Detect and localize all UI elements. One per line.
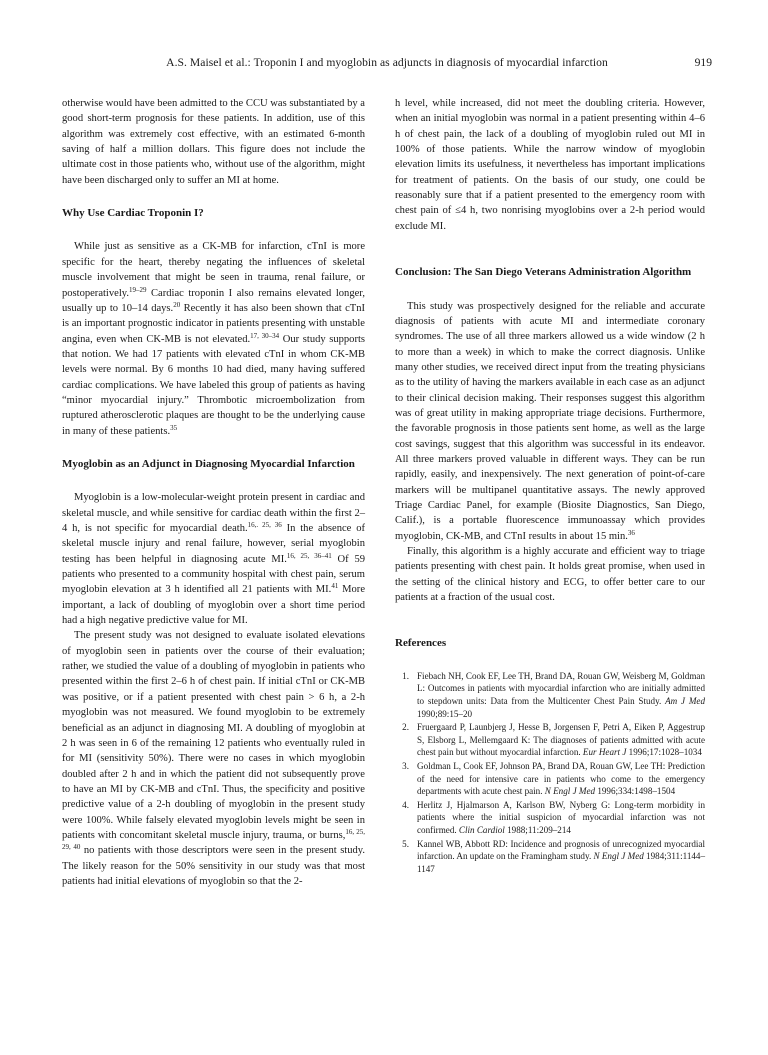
reference-item: 2. Fruergaard P, Launbjerg J, Hesse B, Jorgensen F, Petri A, Eiken P, Aggestrup S, Elsborg L, Mellemgaard K: The diagnoses of patients admitted with acute chest pain but without myocardial infarction. Eur Heart J 1996;17:1028–1034 [402, 722, 705, 758]
citation: 17, 30–34 [250, 331, 280, 340]
running-head: A.S. Maisel et al.: Troponin I and myoglobin as adjuncts in diagnosis of myocardial infarction [166, 56, 608, 69]
citation: 41 [331, 582, 339, 591]
references-heading: References [395, 637, 447, 650]
citation: 16,. 25, 36 [247, 521, 282, 530]
section-heading-conclusion: Conclusion: The San Diego Veterans Administration Algorithm [395, 266, 692, 279]
page-number: 919 [694, 56, 712, 69]
citation: 19–29 [128, 285, 147, 294]
reference-item: 5. Kannel WB, Abbott RD: Incidence and prognosis of unrecognized myocardial infarction. An update on the Framingham study. N Engl J Med 1984;311:1144–1147 [402, 838, 706, 874]
paragraph-myoglobin: Myoglobin is a low-molecular-weight protein present in cardiac and skeletal muscle, and while sensitive for cardiac death within the first 2–4 h, is not specific for myocardial death.$^{16,. 25, 36}$ In the absence of skeletal muscle injury and renal failure, however, serial myoglobin testing has been helpful in diagnosing acute MI.$^{16, 25, 36-41}$ Of 59 patients who presented to a community hospital with chest pain, serum myoglobin elevation at 3 h identified all 21 patients with MI.$^{41}$ More important, a lack of doubling of myoglobin over a short time period had a high negative predictive value for MI. [62, 492, 366, 627]
paragraph-final: Finally, this algorithm is a highly accurate and efficient way to triage patients presenting with chest pain. It holds great promise, when used in the setting of the clinical history and ECG, to offer better care to our patients at a fraction of the usual cost. [395, 546, 705, 604]
left-column [62, 96, 365, 889]
reference-item: 1. Fiebach NH, Cook EF, Lee TH, Brand DA, Rouan GW, Weisberg M, Goldman L: Outcomes in patients with myocardial infarction who are initially admitted to stepdown units: Data from the Multicenter Chest Pain Study. Am J Med 1990;89:15–20 [402, 670, 705, 719]
reference-list [395, 670, 705, 876]
section-heading-myoglobin: Myoglobin as an Adjunct in Diagnosing Myocardial Infarction [62, 457, 355, 470]
paragraph-troponin: While just as sensitive as a CK-MB for infarction, cTnI is more specific for the heart, thereby negating the influences of skeletal muscle involvement that might be seen in trauma, renal failure, or postoperatively.$^{19-29}$ Cardiac troponin I also remains elevated longer, usually up to 10–14 days.$^{20}$ Recently it has also been shown that cTnI is an important prognostic indicator in patients presenting with unstable angina, even when CK-MB is not elevated.$^{17, 30-34}$ Our study supports that notion. We had 17 patients with elevated cTnI in whom CK-MB levels were normal. By 6 months 10 had died, many having suffered cardiac complications. We have labeled this group of patients as having “minor myocardial injury.” Thrombotic microembolization from ruptured atherosclerotic plaques are thought to be the underlying cause in many of these patients.$^{35}$ [62, 241, 366, 437]
right-column [395, 96, 705, 876]
citation: 20 [173, 300, 181, 309]
reference-item: 4. Herlitz J, Hjalmarson A, Karlson BW, Nyberg G: Long-term morbidity in patients where the initial suspicion of myocardial infarction was not confirmed. Clin Cardiol 1988;11:209–214 [402, 799, 705, 835]
paragraph-continued-right: h level, while increased, did not meet the doubling criteria. However, when an initial myoglobin was normal in a patient presenting within 4–6 h of chest pain, the lack of a doubling of myoglobin ruled out MI in 100% of those patients. While the narrow window of myoglobin elevation limits its usefulness, it nevertheless has important implications for treatment of patients. On the basis of our study, one could be reasonably sure that if a patient presented to the emergency room with chest pain of ≤4 h, two nonrising myoglobins over a 2-h period would exclude MI. [395, 98, 705, 232]
citation: 36 [627, 528, 635, 537]
paragraph-present-study: The present study was not designed to evaluate isolated elevations of myoglobin seen in patients over the course of their evaluation; rather, we studied the value of a doubling of myoglobin in patients who presented within the first 2–6 h of chest pain. If initial cTnI or CK-MB was positive, or if a patient presented with chest pain > 6 h, a 2-h myoglobin was not measured. We found myoglobin to be extremely beneficial as an adjunct in diagnosing MI. A doubling of myoglobin at 2 h was seen in 6 of the remaining 12 patients who eventually ruled in for MI (sensitivity 50%). There were no cases in which myoglobin doubled after 2 h and in which the patient did not subsequently prove to have an MI by CK-MB and cTnI. Thus, the specificity and positive predictive value of a 2-h doubling of myoglobin in the present study were 100%. While falsely elevated myoglobin levels might be seen in patients with concomitant skeletal muscle injury, trauma, or burns,$^{16, 25, 29, 40}$ no patients with those descriptors were seen in the present study. The likely reason for the 50% sensitivity in our study was that most patients had initial elevations of myoglobin so that the 2- [62, 630, 365, 887]
section-heading-troponin: Why Use Cardiac Troponin I? [62, 207, 204, 220]
citation: 16, 25, 36–41 [286, 551, 332, 560]
citation: 16, 25, 29, 40 [62, 827, 365, 852]
citation: 35 [170, 423, 178, 432]
paragraph-conclusion: This study was prospectively designed for the reliable and accurate diagnosis of patients with acute MI and intermediate coronary syndromes. The use of all three markers allowed us a wide window (2 h to more than a week) in which to make the correct diagnosis. Unlike many other studies, we received direct input from the treating physicians as to the utility of having the markers available in each case as an adjunct to their clinical decision making. Their responses suggest this algorithm was of great utility in making appropriate triage decisions. Furthermore, the favorable prognosis in those patients sent home, as well as the large cost savings, suggest that this algorithm was successful in its endeavor. All three markers proved valuable in different ways. They can be run rapidly, easily, and inexpensively. The next generation of point-of-care markers will be multipanel quantitative assays. The newly approved Triage Cardiac Panel, for example (Biosite Diagnostics, San Diego, Calif.), is a portable fluorescence immunoassay which provides myoglobin, CK-MB, and CTnI results in about 15 min.$^{36}$ [395, 300, 705, 542]
paragraph-continued: otherwise would have been admitted to the CCU was substantiated by a good short-term prognosis for these patients. In addition, use of this algorithm was extremely cost effective, with an estimated 6-month saving of half a million dollars. This figure does not include the ultimate cost in those patients who, without use of the algorithm, might have been discharged only to suffer an MI at home. [62, 98, 365, 186]
reference-item: 3. Goldman L, Cook EF, Johnson PA, Brand DA, Rouan GW, Lee TH: Prediction of the need for intensive care in patients who come to the emergency departments with acute chest pain. N Engl J Med 1996;334:1498–1504 [402, 760, 705, 797]
